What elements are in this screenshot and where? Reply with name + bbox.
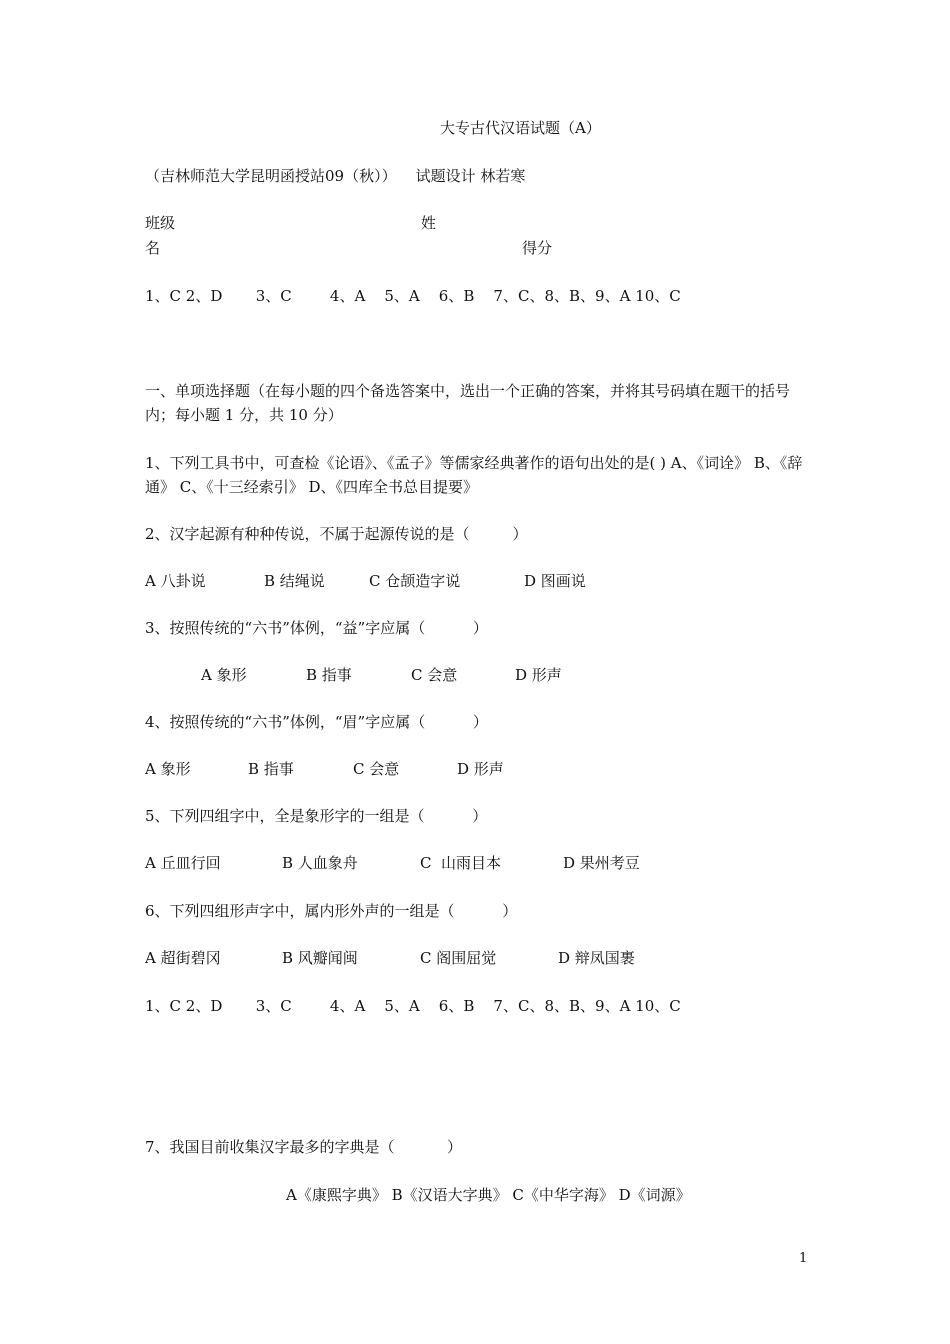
q2-option-a: A 八卦说 (145, 572, 206, 590)
question-1: 1、下列工具书中，可查检《论语》、《孟子》等儒家经典著作的语句出处的是( ) A、《词诠》 B、《辞通》 C、《十三经索引》 D、《四库全书总目提要》 (145, 454, 803, 496)
q3-option-b: B 指事 (306, 666, 352, 684)
class-label: 班级 (145, 214, 176, 232)
q4-option-d: D 形声 (457, 760, 504, 778)
answer-key-top: 1、C 2、D 3、C 4、A 5、A 6、B 7、C、8、B、9、A 10、C (145, 287, 681, 305)
name-label-part1: 姓 (421, 214, 437, 232)
q3-option-c: C 会意 (411, 666, 458, 684)
question-5: 5、下列四组字中，全是象形字的一组是（ ） (145, 807, 488, 825)
q7-options: A《康熙字典》 B《汉语大字典》 C《中华字海》 D《词源》 (286, 1186, 691, 1204)
q4-option-c: C 会意 (353, 760, 400, 778)
q4-option-a: A 象形 (145, 760, 191, 778)
question-6: 6、下列四组形声字中，属内形外声的一组是（ ） (145, 902, 518, 920)
q5-option-a: A 丘皿行回 (145, 854, 221, 872)
q5-option-b: B 人血象舟 (282, 854, 358, 872)
section1-heading: 一、单项选择题（在每小题的四个备选答案中，选出一个正确的答案，并将其号码填在题干的括号内；每小题 1 分，共 10 分） (145, 382, 791, 424)
answer-key-middle: 1、C 2、D 3、C 4、A 5、A 6、B 7、C、8、B、9、A 10、C (145, 997, 681, 1015)
q3-option-a: A 象形 (201, 666, 247, 684)
q4-option-b: B 指事 (248, 760, 294, 778)
q3-option-d: D 形声 (515, 666, 562, 684)
score-label: 得分 (522, 239, 553, 257)
question-3: 3、按照传统的“六书”体例，“益”字应属（ ） (145, 619, 488, 637)
q6-option-c: C 阁围屈觉 (420, 949, 497, 967)
q2-option-b: B 结绳说 (264, 572, 325, 590)
q2-option-c: C 仓颉造字说 (369, 572, 461, 590)
q6-option-a: A 超街碧冈 (145, 949, 221, 967)
q2-option-d: D 图画说 (524, 572, 586, 590)
q6-option-d: D 辩凤国裹 (558, 949, 635, 967)
question-2: 2、汉字起源有种种传说，不属于起源传说的是（ ） (145, 525, 528, 543)
q5-option-d: D 果州考豆 (563, 854, 640, 872)
q6-option-b: B 风瓣闻闽 (282, 949, 358, 967)
question-7: 7、我国目前收集汉字最多的字典是（ ） (145, 1138, 462, 1156)
name-label-part2: 名 (145, 239, 161, 257)
document-title: 大专古代汉语试题（A） (440, 119, 601, 137)
page-number: 1 (799, 1251, 808, 1266)
question-4: 4、按照传统的“六书”体例，“眉”字应属（ ） (145, 713, 488, 731)
q5-option-c: C 山雨目本 (420, 854, 502, 872)
document-subtitle: （吉林师范大学昆明函授站09（秋）） 试题设计 林若寒 (145, 167, 526, 185)
